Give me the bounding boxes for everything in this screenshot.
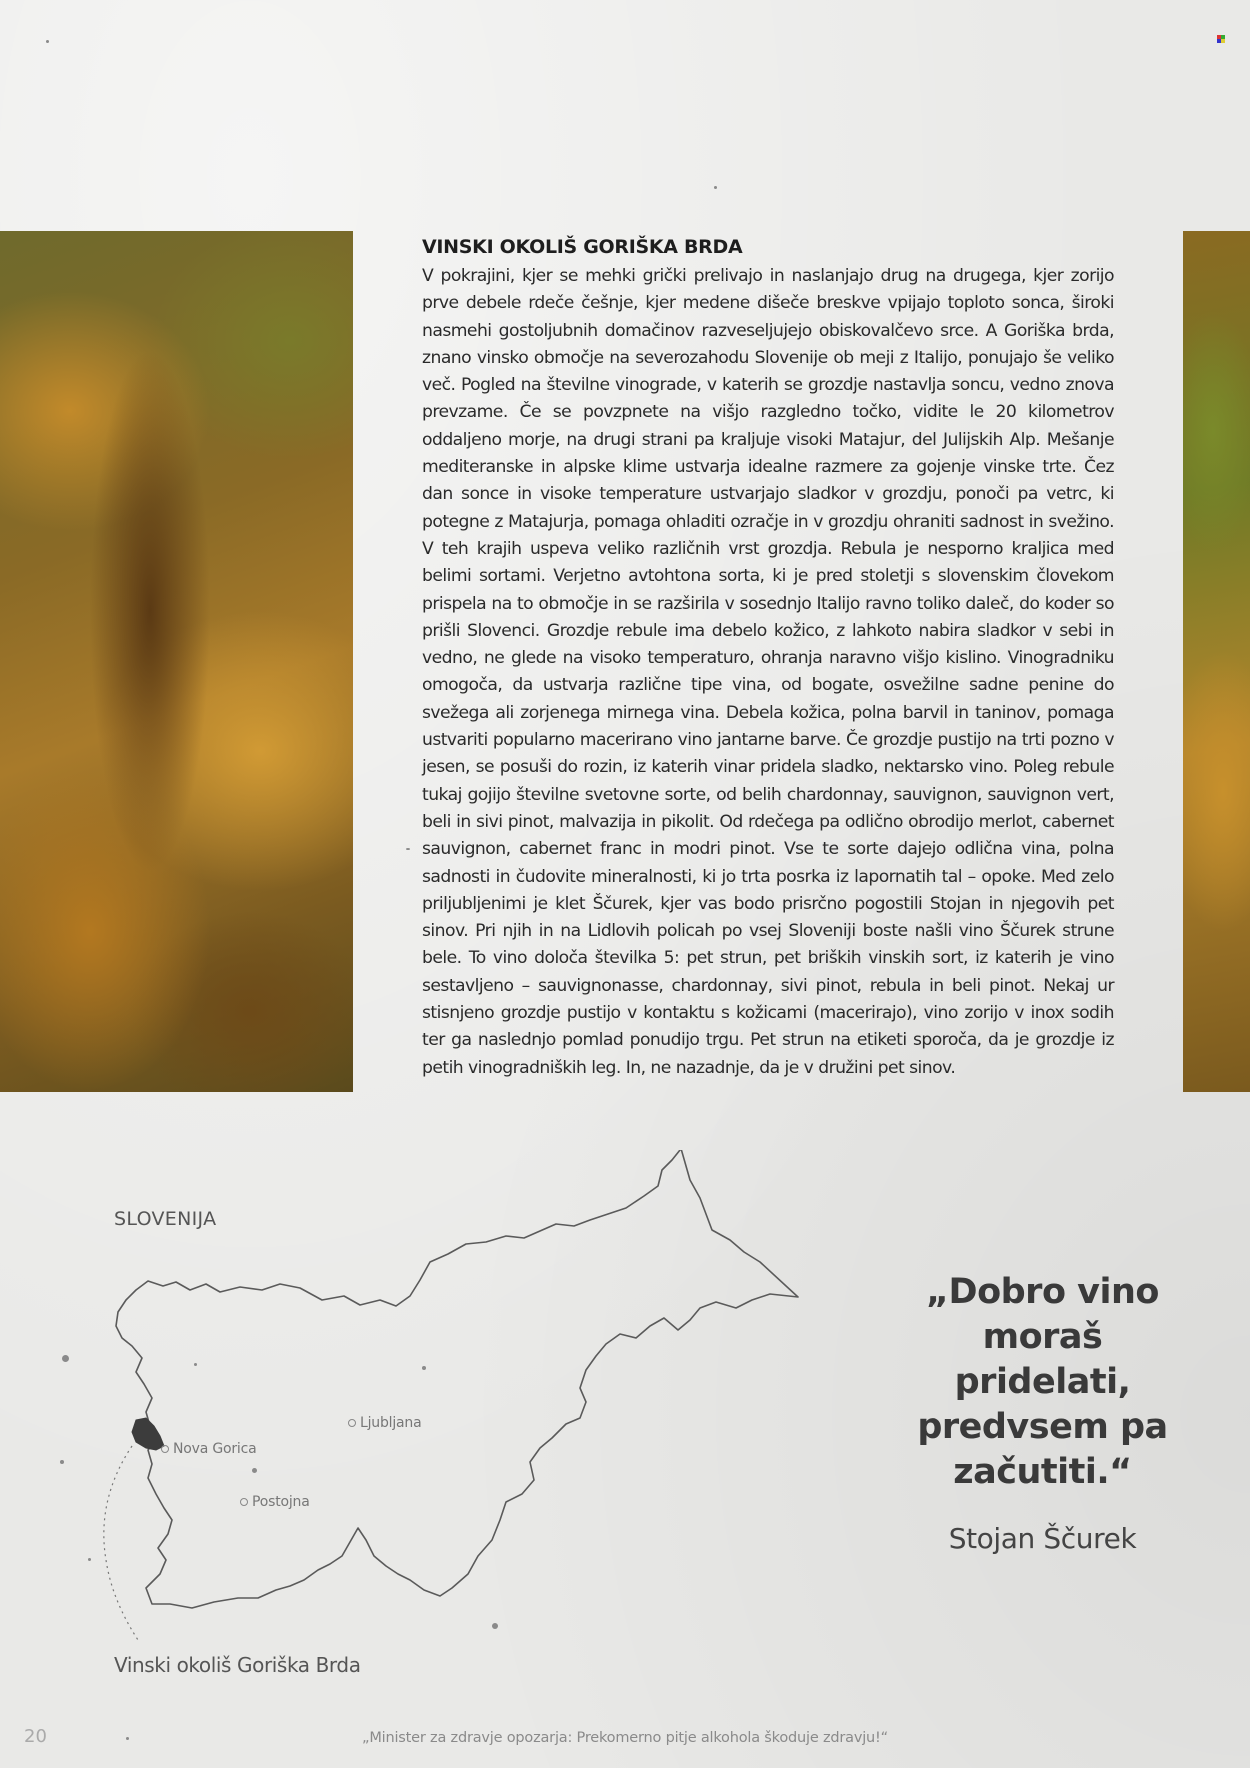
page-number: 20 (24, 1726, 47, 1747)
paper-speck (492, 1623, 498, 1629)
print-mark-icon (1217, 35, 1225, 43)
paper-speck (88, 1558, 91, 1561)
vineyard-photo-right (1183, 231, 1250, 1092)
city-nova-gorica (161, 1441, 257, 1457)
city-label: Ljubljana (360, 1415, 422, 1431)
city-marker-icon (240, 1498, 248, 1506)
slovenia-map (0, 1150, 820, 1670)
city-marker-icon (161, 1445, 169, 1453)
map-title: SLOVENIJA (114, 1208, 217, 1230)
article-body: V pokrajini, kjer se mehki grički prelivajo in naslanjajo drug na drugega, kjer zorijo prve debele rdeče češnje, kjer medene dišeče breskve vpijajo toploto sonca, široki nasmehi gostoljubnih domačinov razveseljujejo obiskovalčevo srce. A Goriška brda, znano vinsko območje na severozahodu Slovenije ob meji z Italijo, ponujajo še veliko več. Pogled na številne vinograde, v katerih se grozdje nastavlja soncu, vedno znova prevzame. Če se povzpnete na višjo razgledno točko, vidite le 20 kilometrov oddaljeno morje, na drugi strani pa kraljuje visoki Matajur, del Julijskih Alp. Mešanje mediteranske in alpske klime ustvarja idealne razmere za gojenje vinske trte. Čez dan sonce in visoke temperature ustvarjajo sladkor v grozdju, ponoči pa vetrc, ki potegne z Matajurja, pomaga ohladiti ozračje in v grozdju ohraniti sadnost in svežino. V teh krajih uspeva veliko različnih vrst grozdja. Rebula je nesporno kraljica med belimi sortami. Verjetno avtohtona sorta, ki je pred stoletji s slovenskim človekom prispela na to območje in se razširila v sosednjo Italijo ravno toliko daleč, do koder so prišli Slovenci. Grozdje rebule ima debelo kožico, z lahkoto nabira sladkor v sebi in vedno, ne glede na visoko temperaturo, ohranja naravno višjo kislino. Vinogradniku omogoča, da ustvarja različne tipe vina, od bogate, osvežilne sadne penine do svežega ali zorjenega mirnega vina. Debela kožica, polna barvil in taninov, pomaga ustvariti popularno macerirano vino jantarne barve. Če grozdje pustijo na trti pozno v jesen, se posuši do rozin, iz katerih vinar pridela sladko, nektarsko vino. Poleg rebule tukaj gojijo številne svetovne sorte, od belih chardonnay, sauvignon, sauvignon vert, beli in sivi pinot, malvazija in pikolit. Od rdečega pa odlično obrodijo merlot, cabernet sauvignon, cabernet franc in modri pinot. Vse te sorte dajejo odlična vina, polna sadnosti in čudovite mineralnosti, ki jo trta posrka iz lapornatih tal – opoke. Med zelo priljubljenimi je klet Ščurek, kjer vas bodo prisrčno pogostili Stojan in njegovih pet sinov. Pri njih in na Lidlovih policah po vsej Sloveniji boste našli vino Ščurek strune bele. To vino določa številka 5: pet strun, pet briških vinskih sort, iz katerih je vino sestavljeno – sauvignonasse, chardonnay, sivi pinot, rebula in beli pinot. Nekaj ur stisnjeno grozdje pustijo v kontaktu s kožicami (macerirajo), vino zorijo v inox sodih ter ga naslednjo pomlad ponudijo trgu. Pet strun na etiketi sporoča, da je grozdje iz petih vinogradniških leg. In, ne nazadnje, da je v družini pet sinov. (422, 266, 1114, 1078)
quote-author: Stojan Ščurek (948, 1522, 1137, 1555)
city-postojna (240, 1494, 310, 1510)
paper-speck (422, 1366, 426, 1370)
paper-speck (194, 1363, 197, 1366)
article-title: VINSKI OKOLIŠ GORIŠKA BRDA (422, 236, 743, 258)
paper-speck (46, 40, 49, 43)
city-label: Postojna (252, 1494, 310, 1510)
paper-speck (60, 1460, 64, 1464)
city-label: Nova Gorica (173, 1441, 257, 1457)
health-warning: „Minister za zdravje opozarja: Prekomerno pitje alkohola škoduje zdravju!“ (362, 1730, 888, 1746)
city-marker-icon (348, 1419, 356, 1427)
paper-speck (714, 186, 717, 189)
paper-speck (406, 848, 410, 850)
paper-speck (126, 1737, 129, 1740)
region-leader-line (104, 1446, 138, 1640)
vineyard-photo-left (0, 231, 353, 1092)
pull-quote: „Dobro vino moraš pridelati, predvsem pa začutiti.“ (917, 1272, 1168, 1492)
map-caption: Vinski okoliš Goriška Brda (114, 1653, 361, 1677)
slovenia-outline (116, 1150, 798, 1608)
paper-speck (252, 1468, 257, 1473)
city-ljubljana (348, 1415, 421, 1431)
goriska-brda-region (132, 1418, 164, 1450)
paper-speck (62, 1355, 69, 1362)
